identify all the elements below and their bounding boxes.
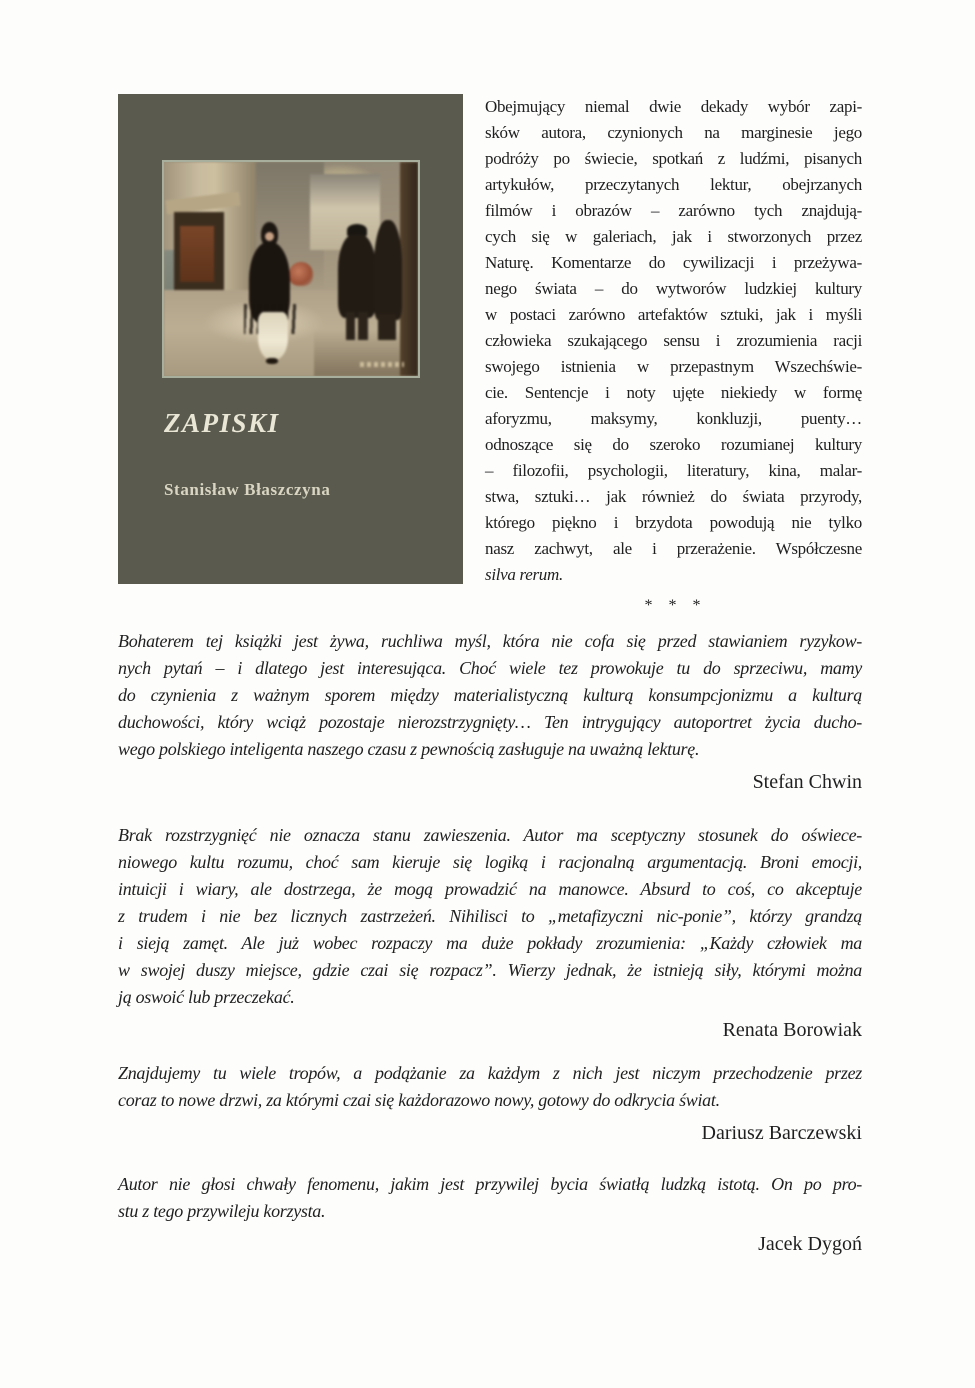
blurb-quote — [118, 628, 862, 763]
book-description — [485, 94, 862, 588]
text-line: nego świata – do wytworów ludzkiej kultury — [485, 279, 862, 298]
review-blurbs — [118, 628, 862, 1258]
text-line: nasz zachwyt, ale i przerażenie. Współczesne — [485, 539, 862, 558]
text-line: cych się w galeriach, jak i stworzonych przez — [485, 227, 862, 246]
text-line: podróży po świecie, spotkań z ludźmi, pisanych — [485, 149, 862, 168]
text-line: człowieka szukającego sensu i zrozumienia racji — [485, 331, 862, 350]
cover-author: Stanisław Błaszczyna — [164, 480, 331, 499]
text-line: z trudem i nie bez licznych zastrzeżeń. Nihilisci to „metafizyczni nic-ponie”, którzy grandzą — [118, 906, 862, 926]
text-line: wego polskiego inteligenta naszego czasu z pewnością zasługuje na uważną lekturę. — [118, 739, 700, 759]
text-line: i sieją zamęt. Ale już wobec rozpaczy ma duże pokłady zrozumienia: „Każdy człowiek ma — [118, 933, 862, 953]
cover-title: ZAPISKI — [164, 408, 280, 438]
text-line: Autor nie głosi chwały fenomenu, jakim jest przywilej bycia światłą ludzką istotą. On po pro- — [118, 1174, 862, 1194]
cover-painting — [162, 160, 420, 378]
text-line: niowego kultu rozumu, choć sam kieruje się logiką i racjonalną argumentacją. Broni emocji, — [118, 852, 862, 872]
text-line: w postaci zarówno artefaktów sztuki, jak i myśli — [485, 305, 862, 324]
text-line: nych pytań – i dlatego jest interesująca. Choć wiele tez prowokuje tu do sprzeciwu, mamy — [118, 658, 862, 678]
blurb-quote — [118, 822, 862, 1011]
text-line: intuicji i wiary, ale dostrzega, że mogą prowadzić na manowce. Absurd to coś, co akceptuje — [118, 879, 862, 899]
text-line: Bohaterem tej książki jest żywa, ruchliwa myśl, która nie cofa się przed stawianiem ryzykow- — [118, 631, 862, 651]
blurb-renata-borowiak — [118, 822, 862, 1044]
text-line: Naturę. Komentarze do cywilizacji i przeżywa- — [485, 253, 862, 272]
text-line: stwa, sztuki… jak również do świata przyrody, — [485, 487, 862, 506]
text-line: duchowości, który wciąż pozostaje nierozstrzygnięty… Ten intrygujący autoportret życia ducho- — [118, 712, 862, 732]
blurb-quote — [118, 1060, 862, 1114]
text-line: do czynienia z ważnym sporem między materialistyczną kulturą konsumpcjonizmu a kulturą — [118, 685, 862, 705]
blurb-dariusz-barczewski — [118, 1060, 862, 1147]
text-line: sków autora, czynionych na marginesie jego — [485, 123, 862, 142]
text-line: Brak rozstrzygnięć nie oznacza stanu zawieszenia. Autor ma sceptyczny stosunek do oświece- — [118, 825, 862, 845]
text-line: Znajdujemy tu wiele tropów, a podążanie za każdym z nich jest niczym przechodzenie przez — [118, 1063, 862, 1083]
street-in-venice-painting-art — [164, 162, 418, 376]
text-line: artykułów, przeczytanych lektur, obejrzanych — [485, 175, 862, 194]
text-line: filmów i obrazów – zarówno tych znajdują- — [485, 201, 862, 220]
section-separator: * * * — [644, 597, 703, 614]
text-line: ją oswoić lub przeczekać. — [118, 987, 295, 1007]
text-line: coraz to nowe drzwi, za którymi czai się każdorazowo nowy, gotowy do odkrycia świat. — [118, 1090, 720, 1110]
blurb-attribution: Jacek Dygoń — [758, 1233, 862, 1255]
blurb-attribution: Dariusz Barczewski — [701, 1122, 862, 1144]
text-line: cie. Sentencje i noty ujęte niekiedy w formę — [485, 383, 862, 402]
blurb-quote — [118, 1171, 862, 1225]
book-description-lines — [485, 94, 862, 562]
text-line: aforyzmu, maksymy, konkluzji, puenty… — [485, 409, 862, 428]
book-description-last-line: silva rerum. — [485, 565, 563, 584]
text-line: odnoszące się do szeroko rozumianej kultury — [485, 435, 862, 454]
text-line: Obejmujący niemal dwie dekady wybór zapi- — [485, 97, 862, 116]
book-cover — [118, 94, 463, 584]
top-row — [118, 94, 862, 588]
blurb-attribution: Renata Borowiak — [722, 1019, 862, 1041]
blurb-attribution: Stefan Chwin — [752, 771, 862, 793]
text-line: stu z tego przywileju korzysta. — [118, 1201, 326, 1221]
text-line: swojego istnienia w przepastnym Wszechświe- — [485, 357, 862, 376]
painter-signature — [360, 362, 404, 367]
blurb-stefan-chwin — [118, 628, 862, 796]
text-line: w swojej duszy miejsce, gdzie czai się rozpacz”. Wierzy jednak, że istnieją siły, którymi można — [118, 960, 862, 980]
text-line: którego piękno i brzydota powodują nie tylko — [485, 513, 862, 532]
text-line: – filozofii, psychologii, literatury, kina, malar- — [485, 461, 862, 480]
blurb-jacek-dygon — [118, 1171, 862, 1258]
